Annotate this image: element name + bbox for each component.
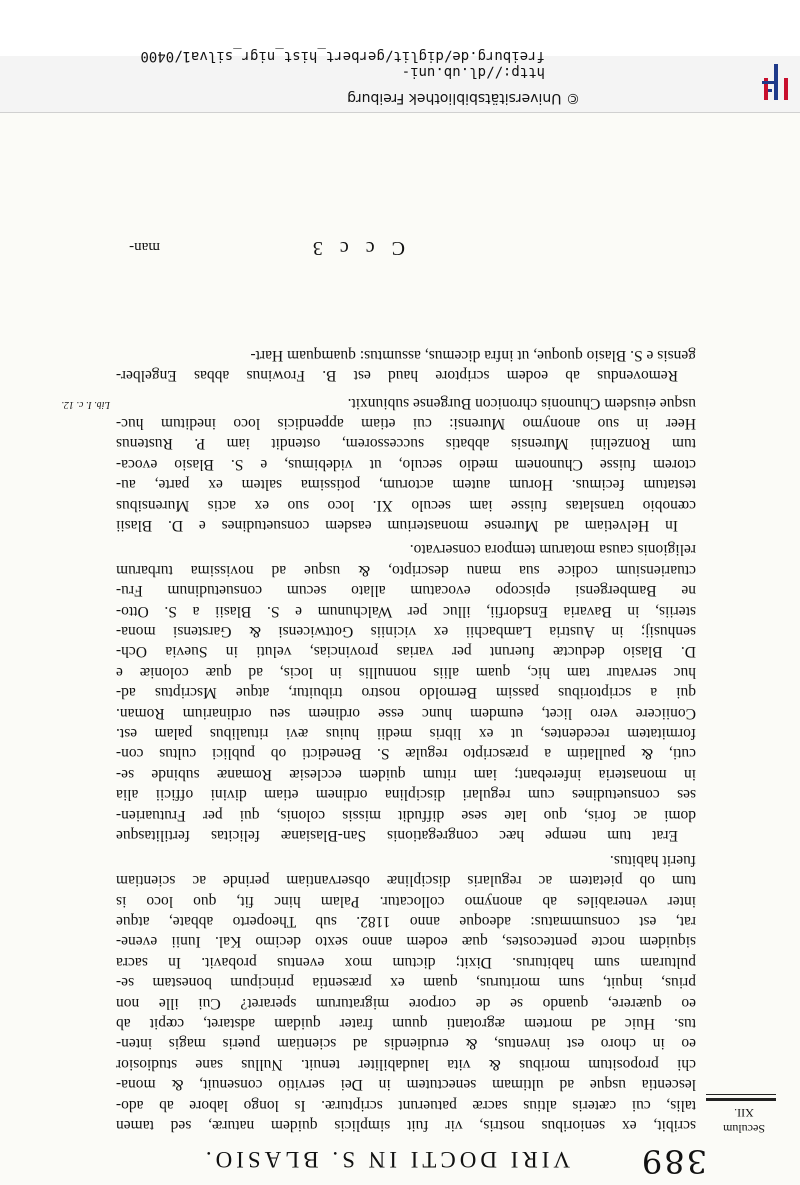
paragraph-4 bbox=[116, 344, 696, 385]
text-line: D. Blasio deductæ fuerunt per varias provincias, veluti in Suevia Och- bbox=[116, 643, 696, 661]
text-line: pulturam sum habiturus. Dixit; dictum mox eventus probavit. In sacra bbox=[116, 953, 696, 971]
text-line: inter venerabiles ab anonymo collocatur. Palam hinc fit, quo loco is bbox=[116, 892, 696, 910]
text-line: rat, est consummatus: adeoque anno 1182. sub Theoperto abbate, atque bbox=[116, 912, 696, 930]
ub-logo-icon[interactable] bbox=[752, 62, 792, 102]
scanned-page bbox=[0, 48, 800, 1185]
text-line: Erat tum nempe hæc congregationis San-Blasianæ felicitas fertilitasque bbox=[116, 827, 678, 844]
text-line: in monasteria inferebant; iam ritum quidem ecclesiæ Romanæ subinde se- bbox=[116, 765, 696, 783]
text-line: chi propositum moribus & vita laudabiliter tenuit. Nullus sane studiosior bbox=[116, 1055, 696, 1073]
margin-seculum: Seculum bbox=[723, 1122, 765, 1136]
running-title: VIRI DOCTI IN S. BLASIO. bbox=[201, 1147, 570, 1172]
text-line: gensis e S. Blasio quoque, ut infra dicemus, assumtus: quamquam Hart- bbox=[250, 346, 696, 364]
text-line: In Helvetiam ad Murense monasterium easdem consuetudines e D. Blasii bbox=[116, 517, 678, 534]
text-line: ne Bambergensi episcopo evocatum allato secum consuetudinum Fru- bbox=[116, 582, 696, 600]
text-line: senhusij; in Austria Lambachii ex viciniis Gottwicensi & Garstensi mona- bbox=[116, 622, 696, 640]
text-line: ctuariensium codice sua manu descripto, & usque ad novissima turbarum bbox=[116, 561, 696, 579]
text-line: fuerit habitus. bbox=[609, 851, 696, 869]
text-line: religionis causa motarum tempora conservato. bbox=[409, 541, 696, 559]
text-line: domi ac foris, quo late sese diffudit missis colonis, qui per Frutuarien- bbox=[116, 806, 696, 824]
text-line: siquidem nocte pentecostes, quæ eodem anno sexto decimo Kal. Iunii evene- bbox=[116, 933, 696, 951]
text-line: cœnobio translatas fuisse iam seculo XI. loco suo ex actis Murensibus bbox=[116, 496, 696, 514]
text-line: eo quærere, quando se de corpore migraturum speraret? Cui ille non bbox=[116, 994, 696, 1012]
text-line: talis, cui cæteris altius sacræ patuerunt scripturæ. Is longo labore ab ado- bbox=[116, 1096, 696, 1114]
viewer-header-strip bbox=[0, 48, 800, 113]
text-line: qui a scriptoribus passim Bernoldo nostro tribuitur, atque Mscriptus ad- bbox=[116, 684, 696, 702]
text-line: tum ob pietatem ac regularis disciplinæ observantiam perinde ac scientiam bbox=[116, 872, 696, 890]
text-line: tus. Huic ad mortem ægrotanti quum frater quidam adstaret, cœpit ab bbox=[116, 1014, 696, 1032]
margin-rule-thin bbox=[706, 1094, 776, 1095]
margin-seculum-number: XII. bbox=[734, 1106, 754, 1120]
paragraph-3 bbox=[116, 392, 696, 535]
text-line: lescentia usque ad ultimam senectutem in Dei servitio consenuit, & mona- bbox=[116, 1076, 696, 1094]
text-line: eo in choro est inventus, & erudiendis ad scientiam pueris magis inten- bbox=[116, 1035, 696, 1053]
text-line: huc servatur tam hic, quam aliis nonnullis in locis, ad quæ coloniæ e bbox=[116, 663, 696, 681]
document-url[interactable]: http://dl.ub.uni-freiburg.de/diglit/gerbert_hist_nigr_silva1/0400 bbox=[140, 48, 545, 80]
margin-rule-thick bbox=[706, 1098, 776, 1101]
text-line: steriis, in Bavaria Ensdorfii, illuc per Walchunum e S. Blasii a S. Otto- bbox=[116, 602, 696, 620]
paragraph-2 bbox=[116, 539, 696, 845]
text-line: tum Ronzelini Murensis abbatis successorem, ostendit iam P. Rustenus bbox=[116, 435, 696, 453]
text-line: scribit, ex senioribus nostris, vir fuit simplicis quidem naturæ, sed tamen bbox=[116, 1117, 696, 1134]
text-line: formitatem recedentes, ut ex libris medii huius ævi ritualibus palam est. bbox=[116, 724, 696, 742]
text-line: prius, inquit, sum moriturus, quam ex præsentia principum bonestam se- bbox=[116, 974, 696, 992]
copyright-text: © Universitätsbibliothek Freiburg bbox=[347, 90, 580, 106]
text-line: usque eiusdem Chunonis chronicon Burgense subiunxit. bbox=[347, 394, 696, 412]
text-line: ctorem fuisse Chunonem medio seculo, ut videbimus, e S. Blasio evoca- bbox=[116, 455, 696, 473]
text-line: Heer in suo anonymo Murensi: cui etiam appendicis loco ineditum huc- bbox=[116, 414, 696, 432]
page-number: 389 bbox=[639, 1142, 707, 1180]
margin-reference: Lib. I. c. 12. bbox=[61, 399, 110, 410]
text-line: Coniicere vero licet, eumdem hunc esse ordinem seu ordinarium Roman. bbox=[116, 704, 696, 722]
paragraph-1 bbox=[116, 849, 696, 1135]
running-head bbox=[0, 1140, 800, 1180]
catchword: man- bbox=[129, 239, 160, 255]
text-line: Removendus ab eodem scriptore haud est B. Frowinus abbas Engelber- bbox=[116, 367, 678, 384]
text-line: cuti, & paullatim a præscripto regulæ S. Benedicti ob publici cultus con- bbox=[116, 745, 696, 763]
signature-mark: C c c 3 bbox=[306, 237, 405, 259]
text-line: ses consuetudines cum regulari disciplina ordinem etiam divini officii alia bbox=[116, 786, 696, 804]
text-line: testatum fecimus. Horum autem actorum, potissima saltem ex parte, au- bbox=[116, 476, 696, 494]
page-rotated-container bbox=[0, 48, 800, 1185]
